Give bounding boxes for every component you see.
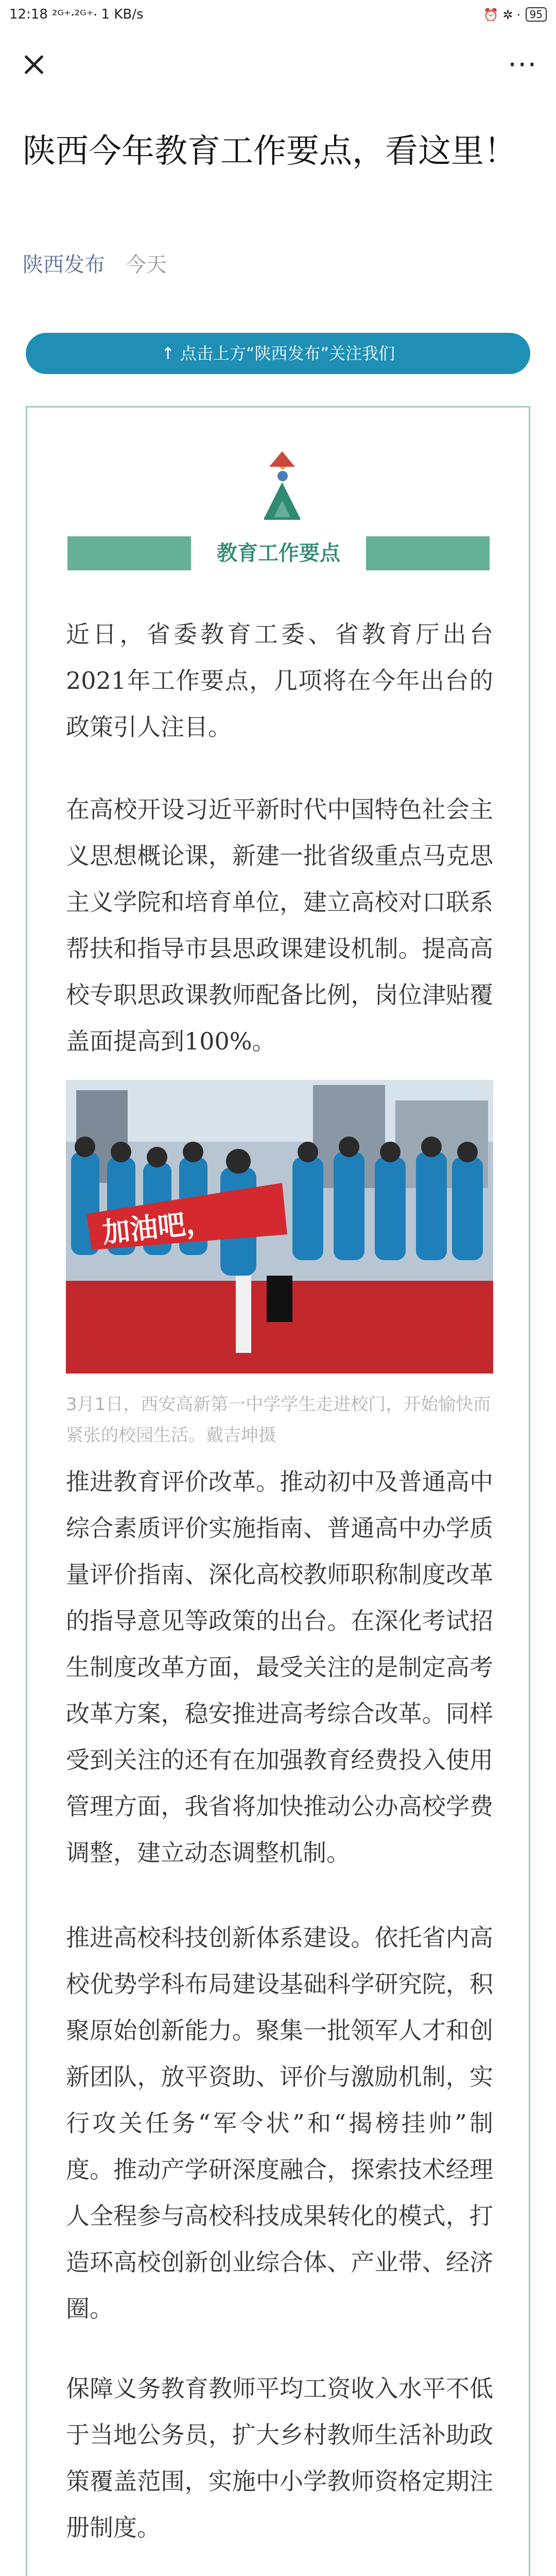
- status-bar: [0, 0, 556, 29]
- paragraph-ideology: 在高校开设习近平新时代中国特色社会主义思想概论课，新建一批省级重点马克思主义学院和培育单位，建立高校对口联系帮扶和指导市县思政课建设机制。提高高校专职思政课教师配备比例，岗位津贴覆盖面提高到100%。: [66, 795, 493, 1055]
- article-meta: [23, 248, 167, 278]
- paragraph-intro: 近日，省委教育工委、省教育厅出台2021年工作要点，几项将在今年出台的政策引人注目。: [66, 620, 493, 741]
- photo-caption: 3月1日，西安高新第一中学学生走进校门，开始愉快而紧张的校园生活。戴吉坤摄: [66, 1394, 491, 1446]
- status-time: 12:18: [9, 7, 48, 22]
- battery-icon: 95: [526, 7, 547, 22]
- status-left: [9, 5, 144, 24]
- article-title: 陕西今年教育工作要点，看这里！: [23, 132, 517, 171]
- paragraph-innovation: 推进高校科技创新体系建设。依托省内高校优势学科布局建设基础科学研究院，积聚原始创新能力。聚集一批领军人才和创新团队，放平资助、评价与激励机制，实行攻关任务“军令状”和“揭榜挂帅”制度。推动产学研深度融合，探索技术经理人全程参与高校科技成果转化的模式，打造环高校创新创业综合体、产业带、经济圈。: [66, 1924, 493, 2323]
- paragraph-evaluation-reform: 推进教育评价改革。推动初中及普通高中综合素质评价实施指南、普通高中办学质量评价指南、深化高校教师职称制度改革的指导意见等政策的出台。在深化考试招生制度改革方面，最受关注的是制定高考改革方案，稳安推进高考综合改革。同样受到关注的还有在加强教育经费投入使用管理方面，我省将加快推动公办高校学费调整，建立动态调整机制。: [66, 1468, 493, 1867]
- more-options-icon[interactable]: ···: [508, 48, 537, 81]
- article-date: 今天: [126, 253, 167, 277]
- nav-bar: [0, 29, 556, 101]
- network-speed: 1 KB/s: [101, 7, 144, 22]
- paragraph-teacher-salary: 保障义务教育教师平均工资收入水平不低于当地公务员，扩大乡村教师生活补助政策覆盖范围，实施中小学教师资格定期注册制度。: [66, 2375, 493, 2541]
- signal-icon: ²ᴳ⁺⸱²ᴳ⁺⸱: [51, 8, 97, 23]
- content-card: [26, 406, 530, 2576]
- students-photo: [66, 1080, 493, 1374]
- article-source-link[interactable]: 陕西发布: [23, 253, 105, 277]
- section-title: 教育工作要点: [217, 541, 340, 565]
- education-logo-icon: [254, 446, 310, 521]
- follow-banner[interactable]: ↑ 点击上方“陕西发布”关注我们: [26, 333, 530, 374]
- ribbon-left-bar: [67, 536, 191, 570]
- ribbon-right-bar: [366, 536, 490, 570]
- photo-banner-text: 加油吧，: [100, 1205, 215, 1249]
- status-right: [483, 6, 547, 23]
- close-icon[interactable]: [19, 49, 49, 80]
- section-ribbon: [67, 536, 490, 570]
- status-icons: ⏰ ✲ ⸱: [483, 7, 520, 22]
- students-photo-illustration: [66, 1080, 493, 1374]
